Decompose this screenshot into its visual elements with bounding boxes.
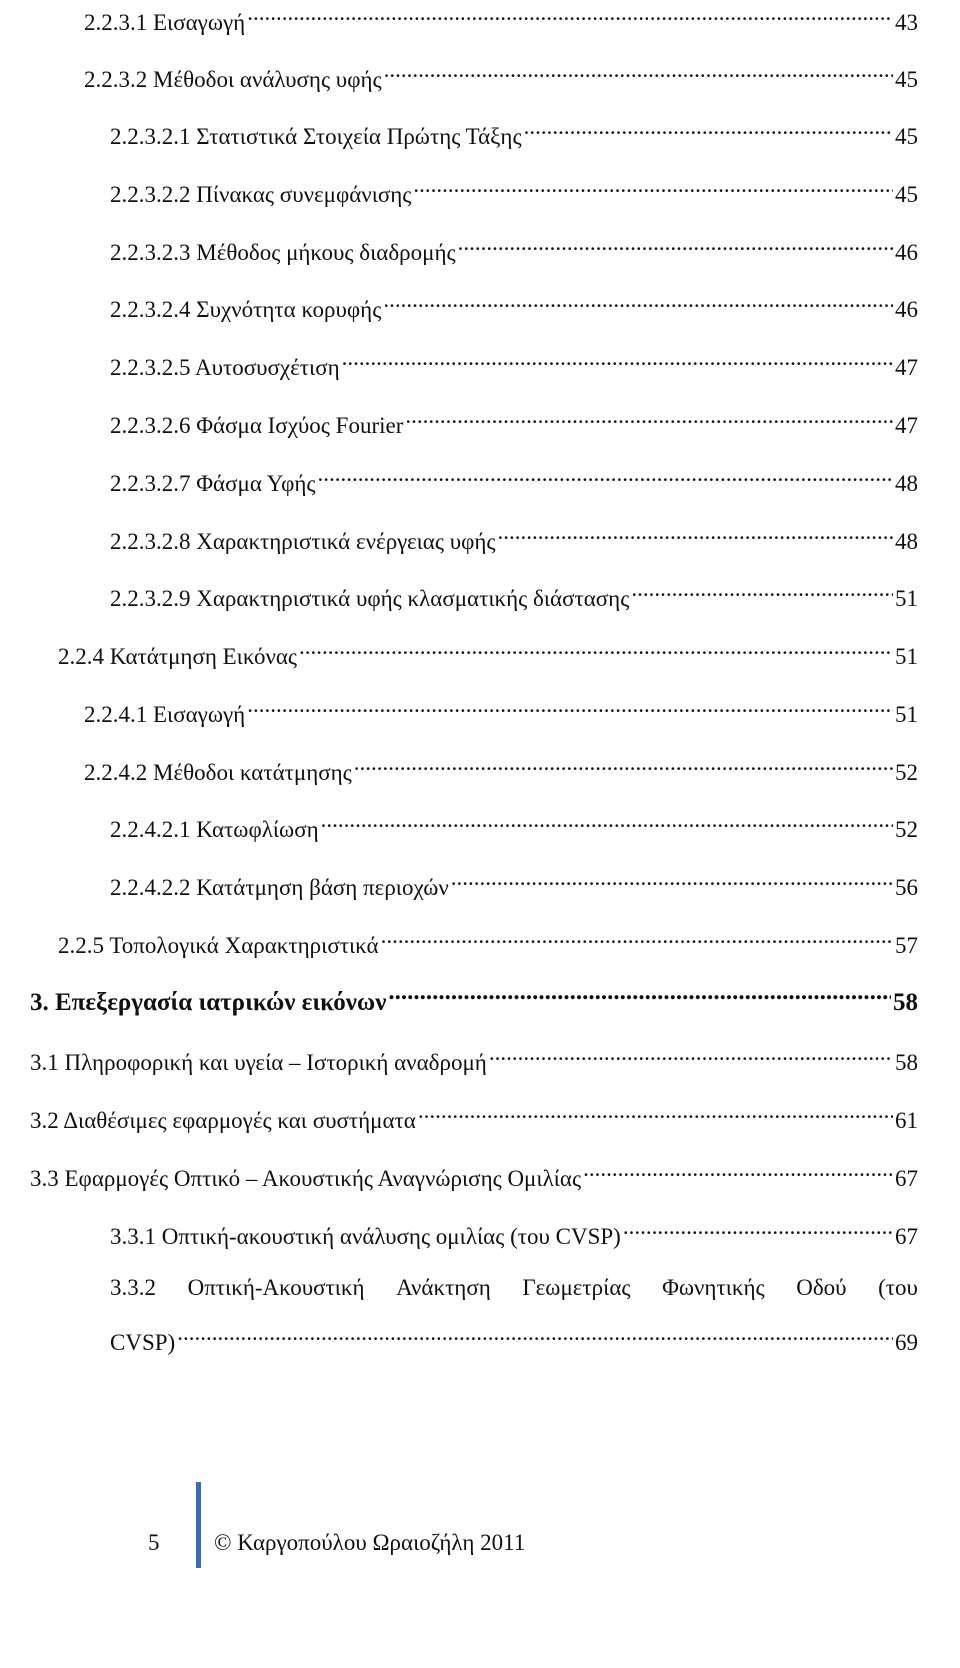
toc-chapter-entry[interactable] [30, 980, 918, 1018]
toc-entry[interactable] [30, 1098, 918, 1136]
toc-word: (του [878, 1275, 918, 1300]
toc-entry[interactable] [110, 230, 918, 268]
toc-entry[interactable] [110, 345, 918, 383]
toc-entry-title: 3.3.1 Οπτική-ακουστική ανάλυσης ομιλίας (του CVSP) [110, 1224, 621, 1249]
toc-entry-page: 52 [895, 760, 918, 785]
toc-entry-title: 2.2.3.2 Μέθοδοι ανάλυσης υφής [84, 67, 382, 92]
toc-entry-page: 48 [895, 529, 918, 554]
toc-entry-page: 43 [895, 10, 918, 35]
toc-entry-page: 67 [895, 1224, 918, 1249]
toc-leader-dots [631, 576, 893, 606]
toc-leader-dots [247, 692, 893, 722]
toc-entry[interactable] [110, 172, 918, 210]
toc-leader-dots [489, 1040, 893, 1070]
toc-entry-page: 61 [895, 1108, 918, 1133]
toc-leader-dots [381, 923, 893, 953]
toc-entry-title: 2.2.3.2.4 Συχνότητα κορυφής [110, 297, 382, 322]
toc-entry[interactable] [84, 750, 918, 788]
toc-entry-title: 2.2.3.2.9 Χαρακτηριστικά υφής κλασματικής διάστασης [110, 586, 630, 611]
toc-entry[interactable] [84, 692, 918, 730]
toc-leader-dots [458, 230, 893, 260]
toc-entry-title: 2.2.3.2.7 Φάσμα Υφής [110, 471, 316, 496]
toc-leader-dots [623, 1214, 893, 1244]
toc-entry-title: 3.1 Πληροφορική και υγεία – Ιστορική αναδρομή [30, 1050, 487, 1075]
toc-word: Φωνητικής [662, 1275, 765, 1300]
toc-entry[interactable] [110, 461, 918, 499]
toc-leader-dots [413, 172, 893, 202]
toc-entry[interactable] [58, 923, 918, 961]
toc-word: 3.3.2 [110, 1275, 156, 1300]
toc-entry-title: 2.2.3.2.5 Αυτοσυσχέτιση [110, 355, 340, 380]
toc-leader-dots [388, 980, 891, 1010]
toc-entry-title: 3. Επεξεργασία ιατρικών εικόνων [30, 989, 387, 1016]
footer-page-number: 5 [148, 1530, 160, 1555]
toc-entry-title: 2.2.3.2.6 Φάσμα Ισχύος Fourier [110, 413, 404, 438]
toc-entry-page: 51 [895, 644, 918, 669]
toc-entry[interactable] [30, 1040, 918, 1078]
toc-leader-dots [405, 403, 893, 433]
toc-entry-title: 3.2 Διαθέσιμες εφαρμογές και συστήματα [30, 1108, 416, 1133]
toc-leader-dots [524, 114, 893, 144]
toc-entry-title: 2.2.3.2.2 Πίνακας συνεμφάνισης [110, 182, 412, 207]
footer-divider-bar [196, 1482, 201, 1568]
toc-entry[interactable] [30, 1156, 918, 1194]
toc-leader-dots [418, 1098, 893, 1128]
toc-entry[interactable] [110, 403, 918, 441]
toc-entry-page: 47 [895, 355, 918, 380]
toc-entry-title: 2.2.4.2 Μέθοδοι κατάτμησης [84, 760, 352, 785]
toc-leader-dots [498, 519, 894, 549]
toc-leader-dots [354, 750, 893, 780]
toc-leader-dots [177, 1320, 893, 1350]
toc-entry-title: 2.2.4.1 Εισαγωγή [84, 702, 246, 727]
toc-leader-dots [247, 0, 893, 30]
toc-leader-dots [384, 57, 893, 87]
toc-entry-page: 46 [895, 240, 918, 265]
toc-entry-page: 46 [895, 297, 918, 322]
toc-word: Οπτική-Ακουστική [187, 1275, 365, 1300]
toc-entry-title: 2.2.4.2.1 Κατωφλίωση [110, 817, 319, 842]
toc-leader-dots [583, 1156, 893, 1186]
toc-entry-page: 47 [895, 413, 918, 438]
toc-leader-dots [451, 865, 893, 895]
toc-leader-dots [299, 634, 893, 664]
toc-entry-page: 52 [895, 817, 918, 842]
toc-entry-title: 2.2.3.1 Εισαγωγή [84, 10, 246, 35]
toc-leader-dots [383, 287, 893, 317]
toc-entry[interactable] [84, 0, 918, 38]
toc-entry-page: 56 [895, 875, 918, 900]
toc-entry[interactable] [110, 807, 918, 845]
toc-entry-page: 48 [895, 471, 918, 496]
toc-entry-title: 2.2.4 Κατάτμηση Εικόνας [58, 644, 298, 669]
toc-entry-title: 2.2.3.2.1 Στατιστικά Στοιχεία Πρώτης Τάξης [110, 124, 522, 149]
toc-entry[interactable] [58, 634, 918, 672]
toc-entry-page: 51 [895, 702, 918, 727]
toc-entry-wrapped-line[interactable] [110, 1273, 918, 1303]
toc-leader-dots [342, 345, 893, 375]
toc-word: Ανάκτηση [396, 1275, 491, 1300]
toc-entry-page: 51 [895, 586, 918, 611]
toc-entry-page: 45 [895, 67, 918, 92]
toc-entry-page: 45 [895, 124, 918, 149]
toc-entry-page: 58 [895, 1050, 918, 1075]
toc-entry[interactable] [110, 1214, 918, 1252]
toc-entry[interactable] [110, 519, 918, 557]
toc-entry[interactable] [110, 865, 918, 903]
toc-entry-title: 3.3 Εφαρμογές Οπτικό – Ακουστικής Αναγνώρισης Ομιλίας [30, 1166, 582, 1191]
toc-entry[interactable] [110, 114, 918, 152]
toc-entry-title: CVSP) [110, 1330, 176, 1355]
toc-entry[interactable] [84, 57, 918, 95]
toc-entry[interactable] [110, 287, 918, 325]
toc-entry-title: 2.2.3.2.3 Μέθοδος μήκους διαδρομής [110, 240, 456, 265]
toc-leader-dots [321, 807, 893, 837]
toc-entry-page: 57 [895, 933, 918, 958]
toc-entry[interactable] [110, 1320, 918, 1358]
toc-word: Οδού [796, 1275, 847, 1300]
toc-word: Γεωμετρίας [522, 1275, 631, 1300]
toc-entry-title: 2.2.4.2.2 Κατάτμηση βάση περιοχών [110, 875, 449, 900]
toc-leader-dots [318, 461, 893, 491]
footer-copyright: © Καργοπούλου Ωραιοζήλη 2011 [214, 1530, 526, 1555]
toc-entry-page: 58 [893, 989, 918, 1016]
toc-entry-page: 67 [895, 1166, 918, 1191]
toc-entry-page: 69 [895, 1330, 918, 1355]
toc-entry-title: 2.2.5 Τοπολογικά Χαρακτηριστικά [58, 933, 379, 958]
toc-entry-title: 2.2.3.2.8 Χαρακτηριστικά ενέργειας υφής [110, 529, 496, 554]
toc-entry[interactable] [110, 576, 918, 614]
toc-entry-page: 45 [895, 182, 918, 207]
